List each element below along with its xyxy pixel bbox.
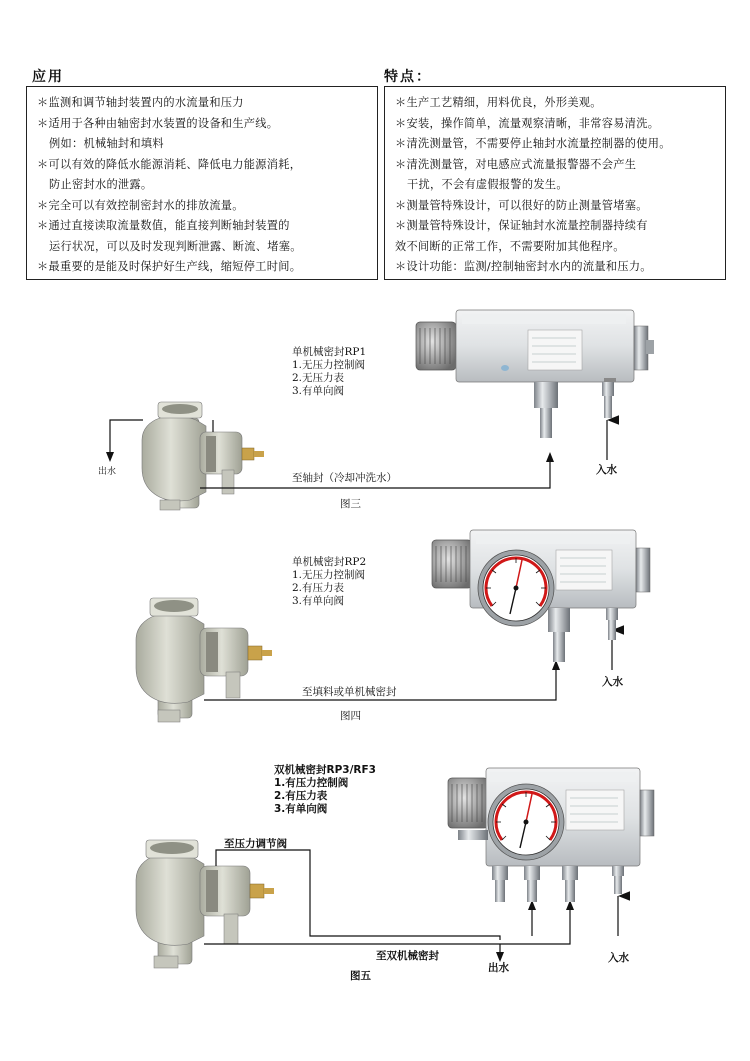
fig3-flow-meter [416,310,654,438]
fig5-caption-item-3: 3.有单向阀 [274,803,328,815]
fig3-pipe-label: 至轴封（冷却冲洗水） [292,472,397,484]
fig5-caption-title: 双机械密封RP3/RF3 [274,764,376,776]
fig4-pipes [204,630,612,700]
fig5-outlet-label: 出水 [488,962,509,974]
features-line-5: 干扰，不会有虚假报警的发生。 [407,178,568,191]
features-line-8: 效不间断的正常工作，不需要附加其他程序。 [395,239,625,253]
fig5-inlet-label: 入水 [608,952,629,964]
features-line-9: ＊设计功能：监测/控制轴密封水内的流量和压力。 [395,260,652,273]
fig3-outlet-label: 出水 [98,467,117,477]
fig4-caption-item-1: 1.无压力控制阀 [292,569,366,581]
apply-line-1: ＊监测和调节轴封装置内的水流量和压力 [37,96,244,109]
fig3-pump [142,402,264,510]
fig4-inlet-label: 入水 [602,676,623,688]
fig3-inlet-label: 入水 [596,464,617,476]
apply-line-2: ＊适用于各种由轴密封水装置的设备和生产线。 [37,116,279,130]
fig4-pump [136,598,272,722]
fig5-figure-label: 图五 [350,970,371,982]
fig3-caption-title: 单机械密封RP1 [292,346,367,358]
features-heading: 特点： [384,69,432,85]
features-line-7: ＊测量管特殊设计，保证轴封水流量控制器持续有 [395,219,648,232]
apply-line-9: ＊最重要的是能及时保护好生产线，缩短停工时间。 [37,260,302,273]
features-line-4: ＊清洗测量管，对电感应式流量报警器不会产生 [395,157,637,171]
features-line-1: ＊生产工艺精细，用料优良，外形美观。 [395,96,602,109]
fig5-flow-meter [448,768,654,902]
fig4-flow-meter [432,530,650,662]
fig3-caption-item-1: 1.无压力控制阀 [292,359,366,371]
apply-line-8: 运行状况，可以及时发现判断泄露、断流、堵塞。 [49,239,302,253]
fig5-pressure-label: 至压力调节阀 [224,838,287,850]
apply-heading: 应用 [32,69,64,85]
fig5-caption-item-2: 2.有压力表 [274,790,328,802]
apply-line-7: ＊通过直接读取流量数值，能直接判断轴封装置的 [37,219,290,232]
apply-line-3: 例如：机械轴封和填料 [49,137,164,150]
fig4-caption-item-3: 3.有单向阀 [292,595,345,607]
apply-line-4: ＊可以有效的降低水能源消耗、降低电力能源消耗， [37,157,302,171]
fig5-pump [136,840,274,968]
fig3-figure-label: 图三 [340,498,361,510]
features-line-6: ＊测量管特殊设计，可以很好的防止测量管堵塞。 [395,198,648,212]
fig3-caption-item-3: 3.有单向阀 [292,385,345,397]
fig4-figure-label: 图四 [340,710,361,722]
features-line-2: ＊安装，操作简单，流量观察清晰，非常容易清洗。 [395,116,660,130]
fig4-caption [292,556,366,608]
features-line-3: ＊清洗测量管，不需要停止轴封水流量控制器的使用。 [395,137,671,150]
fig3-caption [292,346,366,398]
apply-line-5: 防止密封水的泄露。 [49,178,153,191]
fig4-caption-title: 单机械密封RP2 [292,556,367,568]
fig5-pipe-label: 至双机械密封 [376,950,439,962]
fig4-pipe-label: 至填料或单机械密封 [302,686,397,698]
fig5-caption [274,764,376,816]
fig5-caption-item-1: 1.有压力控制阀 [274,777,349,789]
fig4-caption-item-2: 2.有压力表 [292,582,345,594]
fig3-caption-item-2: 2.无压力表 [292,372,345,384]
apply-line-6: ＊完全可以有效控制密封水的排放流量。 [37,198,244,212]
